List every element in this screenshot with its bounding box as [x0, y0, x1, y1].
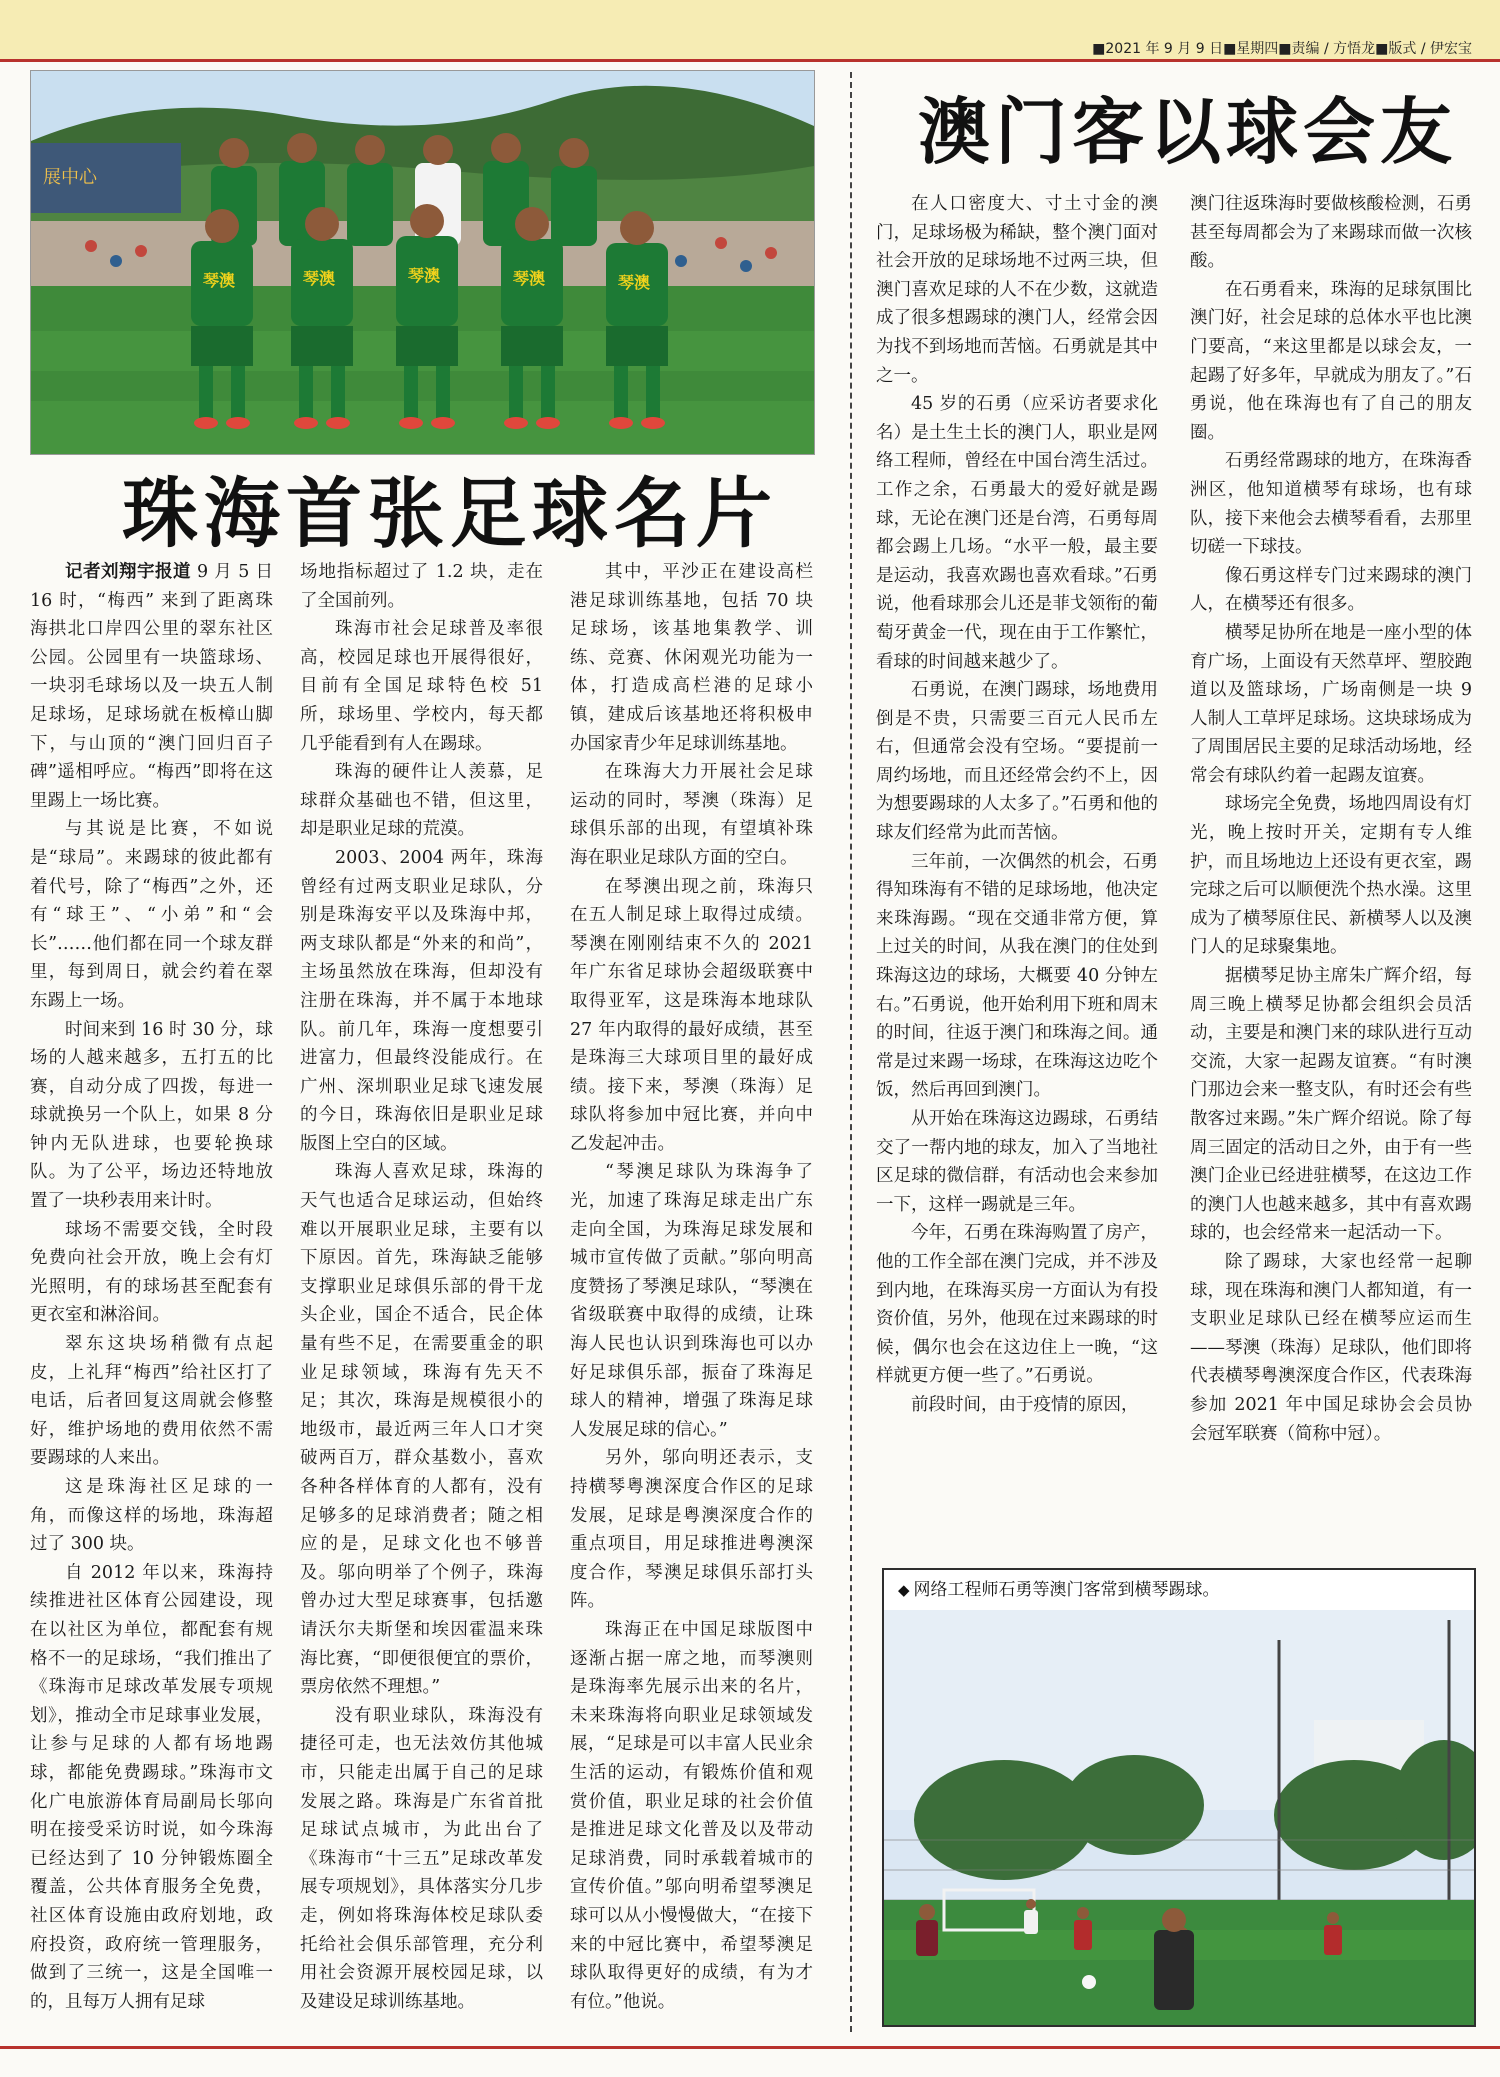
left-article-paragraph: 自 2012 年以来，珠海持续推进社区体育公园建设，现在以社区为单位，都配套有规格不一的足球场，“我们推出了《珠海市足球改革发展专项规划》，推动全市足球事业发展，让参与足球的人都有场地踢球，都能免费踢球。”珠海市文化广电旅游体育局副局长邬向明在接受采访时说，如今珠海已经达到了 10 分钟锻炼圈全覆盖，公共体育服务全免费，社区体育设施由政府划地，政府投资，政府统一管理服务，做到了三统一，这是全国唯一的，且每万人拥有足球	[30, 1562, 273, 2012]
right-article-paragraph: 在石勇看来，珠海的足球氛围比澳门好，社会足球的总体水平也比澳门要高，“来这里都是以球会友，一起踢了好多年，早就成为朋友了。”石勇说，他在珠海也有了自己的朋友圈。	[1190, 279, 1472, 443]
left-article-paragraph: 珠海正在中国足球版图中逐渐占据一席之地，而琴澳则是珠海率先展示出来的名片，未来珠海将向职业足球领域发展，“足球是可以丰富人民业余生活的运动，有锻炼价值和观赏价值，职业足球的社会价值是推进足球文化普及以及带动足球消费，同时承载着城市的宣传价值。”邬向明希望琴澳足球可以从小慢慢做大，“在接下来的中冠比赛中，希望琴澳足球队取得更好的成绩，有为才有位。”他说。	[570, 1619, 813, 2012]
photo-caption: ◆ 网络工程师石勇等澳门客常到横琴踢球。	[884, 1570, 1474, 1610]
right-article-paragraph: 前段时间，由于疫情的原因，	[911, 1394, 1139, 1415]
left-article-paragraph: 时间来到 16 时 30 分，球场的人越来越多，五打五的比赛，自动分成了四拨，每进一球就换另一个队上，如果 8 分钟内无队进球，也要轮换球队。为了公平，场边还特地放置了一块秒表用来计时。	[30, 1019, 273, 1212]
right-article-paragraph: 从开始在珠海这边踢球，石勇结交了一帮内地的球友，加入了当地社区足球的微信群，有活动也会来参加一下，这样一踢就是三年。	[876, 1109, 1158, 1215]
right-article-paragraph: 横琴足协所在地是一座小型的体育广场，上面设有天然草坪、塑胶跑道以及篮球场，广场南侧是一块 9 人制人工草坪足球场。这块球场成为了周围居民主要的足球活动场地，经常会有球队约着一起踢友谊赛。	[1190, 622, 1472, 786]
right-article-headline: 澳门客以球会友	[918, 89, 1458, 174]
dateline: ■2021 年 9 月 9 日■星期四■责编 / 方悟龙■版式 / 伊宏宝	[1092, 41, 1472, 57]
field-photo	[882, 1568, 1476, 2027]
right-article-paragraph: 在人口密度大、寸土寸金的澳门，足球场极为稀缺，整个澳门面对社会开放的足球场地不过两三块，但澳门喜欢足球的人不在少数，这就造成了很多想踢球的澳门人，经常会因为找不到场地而苦恼。石勇就是其中之一。	[876, 194, 1158, 386]
left-article-paragraph: 另外，邬向明还表示，支持横琴粤澳深度合作区的足球发展，足球是粤澳深度合作的重点项目，用足球推进粤澳深度合作，琴澳足球俱乐部打头阵。	[570, 1448, 813, 1612]
right-article-paragraph: 三年前，一次偶然的机会，石勇得知珠海有不错的足球场地，他决定来珠海踢。“现在交通非常方便，算上过关的时间，从我在澳门的住处到珠海这边的球场，大概要 40 分钟左右。”石勇说，他开始利用下班和周末的时间，往返于澳门和珠海之间。通常是过来踢一场球，在珠海这边吃个饭，然后再回到澳门。	[876, 851, 1158, 1101]
right-article-paragraph: 除了踢球，大家也经常一起聊球，现在珠海和澳门人都知道，有一支职业足球队已经在横琴应运而生——琴澳（珠海）足球队，他们即将代表横琴粤澳深度合作区，代表珠海参加 2021 年中国足球协会会员协会冠军联赛（简称中冠）。	[1190, 1251, 1472, 1444]
left-article-paragraph: 没有职业球队，珠海没有捷径可走，也无法效仿其他城市，只能走出属于自己的足球发展之路。珠海是广东省首批足球试点城市，为此出台了《珠海市“十三五”足球改革发展专项规划》，具体落实分几步走，例如将珠海体校足球队委托给社会俱乐部管理，充分利用社会资源开展校园足球，以及建设足球训练基地。	[300, 1705, 543, 2012]
right-article-paragraph: 石勇经常踢球的地方，在珠海香洲区，他知道横琴有球场，也有球队，接下来他会去横琴看看，去那里切磋一下球技。	[1190, 451, 1472, 558]
jersey-text-1: 琴澳	[203, 271, 236, 290]
right-article-paragraph: 石勇说，在澳门踢球，场地费用倒是不贵，只需要三百元人民币左右，但通常会没有空场。“要提前一周约场地，而且还经常会约不上，因为想要踢球的人太多了。”石勇和他的球友们经常为此而苦恼。	[876, 680, 1158, 844]
left-article-paragraph: “琴澳足球队为珠海争了光，加速了珠海足球走出广东走向全国，为珠海足球发展和城市宣传做了贡献。”邬向明高度赞扬了琴澳足球队，“琴澳在省级联赛中取得的成绩，让珠海人民也认识到珠海也可以办好足球俱乐部，振奋了珠海足球人的精神，增强了珠海足球人发展足球的信心。”	[570, 1162, 813, 1440]
right-article-paragraph: 澳门往返珠海时要做核酸检测，石勇甚至每周都会为了来踢球而做一次核酸。	[1190, 194, 1472, 272]
venue-sign-text: 展中心	[43, 167, 97, 188]
right-article-column-1	[876, 190, 1158, 1552]
jersey-text-2: 琴澳	[303, 269, 336, 288]
byline: 记者刘翔宇报道	[65, 562, 191, 582]
left-article-headline: 珠海首张足球名片	[122, 469, 778, 558]
jersey-text-5: 琴澳	[618, 273, 651, 292]
left-article-paragraph: 这是珠海社区足球的一角，而像这样的场地，珠海超过了 300 块。	[30, 1477, 273, 1555]
bottom-rule	[0, 2046, 1500, 2049]
right-article-paragraph: 今年，石勇在珠海购置了房产，他的工作全部在澳门完成，并不涉及到内地，在珠海买房一方面认为有投资价值，另外，他现在过来踢球的时候，偶尔也会在这边住上一晚，“这样就更方便一些了。”石勇说。	[876, 1223, 1158, 1387]
left-article-paragraph: 翠东这块场稍微有点起皮，上礼拜“梅西”给社区打了电话，后者回复这周就会修整好，维护场地的费用依然不需要踢球的人来出。	[30, 1334, 273, 1469]
left-article-paragraph: 珠海市社会足球普及率很高，校园足球也开展得很好，目前有全国足球特色校 51 所，球场里、学校内，每天都几乎能看到有人在踢球。	[300, 619, 543, 754]
jersey-text-3: 琴澳	[408, 266, 441, 285]
diamond-bullet-icon: ◆	[898, 1581, 910, 1599]
left-article-column-1	[30, 558, 273, 2036]
jersey-text-4: 琴澳	[513, 269, 546, 288]
left-article-paragraph: 在珠海大力开展社会足球运动的同时，琴澳（珠海）足球俱乐部的出现，有望填补珠海在职业足球队方面的空白。	[570, 762, 813, 868]
left-article-paragraph: 球场不需要交钱，全时段免费向社会开放，晚上会有灯光照明，有的球场甚至配套有更衣室和淋浴间。	[30, 1219, 273, 1326]
left-article-column-2	[300, 558, 543, 2036]
right-article-paragraph: 据横琴足协主席朱广辉介绍，每周三晚上横琴足协都会组织会员活动，主要是和澳门来的球队进行互动交流，大家一起踢友谊赛。“有时澳门那边会来一整支队，有时还会有些散客过来踢。”朱广辉介绍说。除了每周三固定的活动日之外，由于有一些澳门企业已经进驻横琴，在这边工作的澳门人也越来越多，其中有喜欢踢球的，也会经常来一起活动一下。	[1190, 966, 1472, 1244]
page-header-bar	[0, 0, 1500, 62]
right-article-column-2	[1190, 190, 1472, 1552]
left-article-paragraph: 与其说是比赛，不如说是“球局”。来踢球的彼此都有着代号，除了“梅西”之外，还有“球王”、“小弟”和“会长”……他们都在同一个球友群里，每到周日，就会约着在翠东踢上一场。	[30, 819, 273, 1011]
left-article-paragraph: 在琴澳出现之前，珠海只在五人制足球上取得过成绩。琴澳在刚刚结束不久的 2021 年广东省足球协会超级联赛中取得亚军，这是珠海本地球队 27 年内取得的最好成绩，甚至是珠海三大球项目里的最好成绩。接下来，琴澳（珠海）足球队将参加中冠比赛，并向中乙发起冲击。	[570, 876, 813, 1154]
right-article-paragraph: 球场完全免费，场地四周设有灯光，晚上按时开关，定期有专人维护，而且场地边上还设有更衣室，踢完球之后可以顺便洗个热水澡。这里成为了横琴原住民、新横琴人以及澳门人的足球聚集地。	[1190, 794, 1472, 958]
left-article-column-3	[570, 558, 813, 2036]
team-photo	[30, 70, 815, 455]
left-article-paragraph: 其中，平沙正在建设高栏港足球训练基地，包括 70 块足球场，该基地集教学、训练、竞赛、休闲观光功能为一体，打造成高栏港的足球小镇，建成后该基地还将积极申办国家青少年足球训练基地。	[570, 562, 813, 754]
right-article-paragraph: 45 岁的石勇（应采访者要求化名）是土生土长的澳门人，职业是网络工程师，曾经在中国台湾生活过。工作之余，石勇最大的爱好就是踢球，无论在澳门还是台湾，石勇每周都会踢上几场。“水平一般，最主要是运动，我喜欢踢也喜欢看球。”石勇说，他看球那会儿还是菲戈领衔的葡萄牙黄金一代，现在由于工作繁忙，看球的时间越来越少了。	[876, 394, 1158, 672]
left-article-paragraph: 2003、2004 两年，珠海曾经有过两支职业足球队，分别是珠海安平以及珠海中邦，两支球队都是“外来的和尚”，主场虽然放在珠海，但却没有注册在珠海，并不属于本地球队。前几年，珠海一度想要引进富力，但最终没能成行。在广州、深圳职业足球飞速发展的今日，珠海依旧是职业足球版图上空白的区域。	[300, 847, 543, 1154]
left-article-paragraph: 珠海人喜欢足球，珠海的天气也适合足球运动，但始终难以开展职业足球，主要有以下原因。首先，珠海缺乏能够支撑职业足球俱乐部的骨干龙头企业，国企不适合，民企体量有些不足，在需要重金的职业足球领域，珠海有先天不足；其次，珠海是规模很小的地级市，最近两三年人口才突破两百万，群众基数小，喜欢各种各样体育的人都有，没有足够多的足球消费者；随之相应的是，足球文化也不够普及。邬向明举了个例子，珠海曾办过大型足球赛事，包括邀请沃尔夫斯堡和埃因霍温来珠海比赛，“即便很便宜的票价，票房依然不理想。”	[300, 1162, 543, 1698]
column-divider	[850, 72, 852, 2032]
right-article-paragraph: 像石勇这样专门过来踢球的澳门人，在横琴还有很多。	[1190, 565, 1472, 615]
left-article-paragraph: 记者刘翔宇报道 9 月 5 日 16 时，“梅西” 来到了距离珠海拱北口岸四公里的翠东社区公园。公园里有一块篮球场、一块羽毛球场以及一块五人制足球场，足球场就在板樟山脚下，与山顶的“澳门回归百子碑”遥相呼应。“梅西”即将在这里踢上一场比赛。	[30, 562, 273, 811]
left-article-paragraph: 珠海的硬件让人羡慕，足球群众基础也不错，但这里，却是职业足球的荒漠。	[300, 762, 543, 840]
left-article-paragraph: 场地指标超过了 1.2 块，走在了全国前列。	[300, 562, 543, 611]
